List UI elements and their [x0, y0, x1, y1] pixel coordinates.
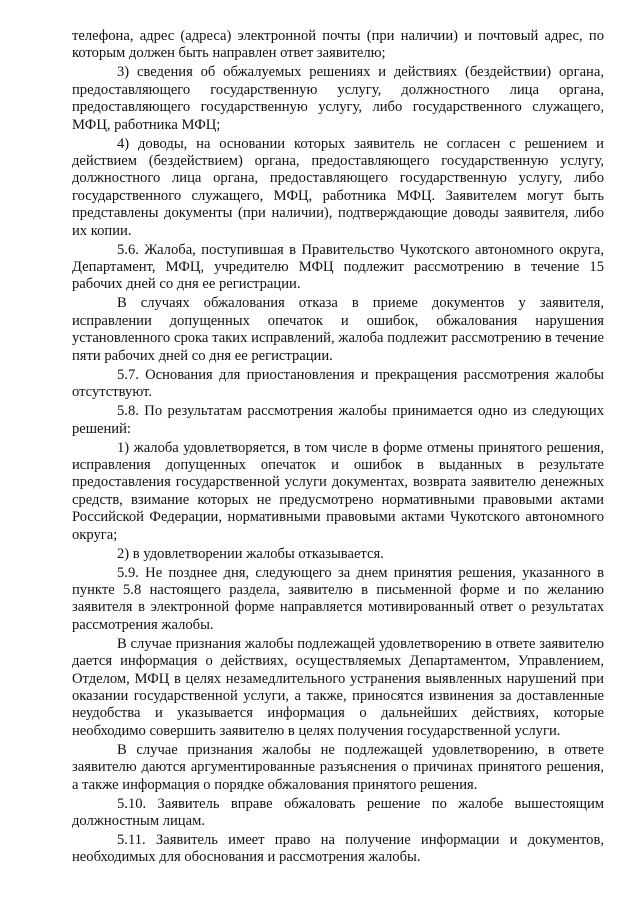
paragraph-item-3: 3) сведения об обжалуемых решениях и действиях (бездействии) органа, предоставляющего государственную услугу, должностного лица органа, предоставляющего государственную услугу, либо государственного служащего, МФЦ, работника МФЦ; [72, 64, 604, 133]
paragraph-contact-info: телефона, адрес (адреса) электронной почты (при наличии) и почтовый адрес, по которым должен быть направлен ответ заявителю; [72, 28, 604, 62]
paragraph-5-10: 5.10. Заявитель вправе обжаловать решение по жалобе вышестоящим должностным лицам. [72, 795, 604, 829]
paragraph-decision-1: 1) жалоба удовлетворяется, в том числе в форме отмены принятого решения, исправления допущенных опечаток и ошибок в выданных в результате предоставления государственной услуги документах, возврата заявителю денежных средств, взимание которых не предусмотрено нормативными правовыми актами Российской Федерации, нормативными правовыми актами Чукотского автономного округа; [72, 439, 604, 543]
paragraph-5-6: 5.6. Жалоба, поступившая в Правительство Чукотского автономного округа, Департамент, МФЦ, учредителю МФЦ подлежит рассмотрению в течение 15 рабочих дней со дня ее регистрации. [72, 241, 604, 293]
paragraph-refusal-appeal: В случаях обжалования отказа в приеме документов у заявителя, исправлении допущенных опечаток и ошибок, обжалования нарушения установленного срока таких исправлений, жалоба подлежит рассмотрению в течение пяти рабочих дней со дня ее регистрации. [72, 295, 604, 364]
paragraph-decision-2: 2) в удовлетворении жалобы отказывается. [117, 545, 384, 562]
paragraph-5-8: 5.8. По результатам рассмотрения жалобы принимается одно из следующих решений: [72, 403, 604, 437]
paragraph-5-9: 5.9. Не позднее дня, следующего за днем принятия решения, указанного в пункте 5.8 настоящего раздела, заявителю в письменной форме и по желанию заявителя в электронной форме направляется мотивированный ответ о результатах рассмотрения жалобы. [72, 564, 604, 633]
paragraph-item-4: 4) доводы, на основании которых заявитель не согласен с решением и действием (бездействием) органа, предоставляющего государственную услугу, должностного лица органа, предоставляющего государственную услугу, либо государственного служащего, МФЦ, работника МФЦ. Заявителем могут быть представлены документы (при наличии), подтверждающие доводы заявителя, либо их копии. [72, 135, 604, 239]
paragraph-unsatisfied-case: В случае признания жалобы не подлежащей удовлетворению, в ответе заявителю даются аргументированные разъяснения о причинах принятого решения, а также информация о порядке обжалования принятого решения. [72, 741, 604, 793]
paragraph-satisfied-case: В случае признания жалобы подлежащей удовлетворению в ответе заявителю дается информация о действиях, осуществляемых Департаментом, Управлением, Отделом, МФЦ в целях незамедлительного устранения выявленных нарушений при оказании государственной услуги, а также, приносятся извинения за доставленные неудобства и указывается информация о дальнейших действиях, которые необходимо совершить заявителю в целях получения государственной услуги. [72, 635, 604, 739]
document-page [72, 28, 604, 868]
paragraph-5-11: 5.11. Заявитель имеет право на получение информации и документов, необходимых для обоснования и рассмотрения жалобы. [72, 832, 604, 866]
paragraph-5-7: 5.7. Основания для приостановления и прекращения рассмотрения жалобы отсутствуют. [72, 366, 604, 401]
